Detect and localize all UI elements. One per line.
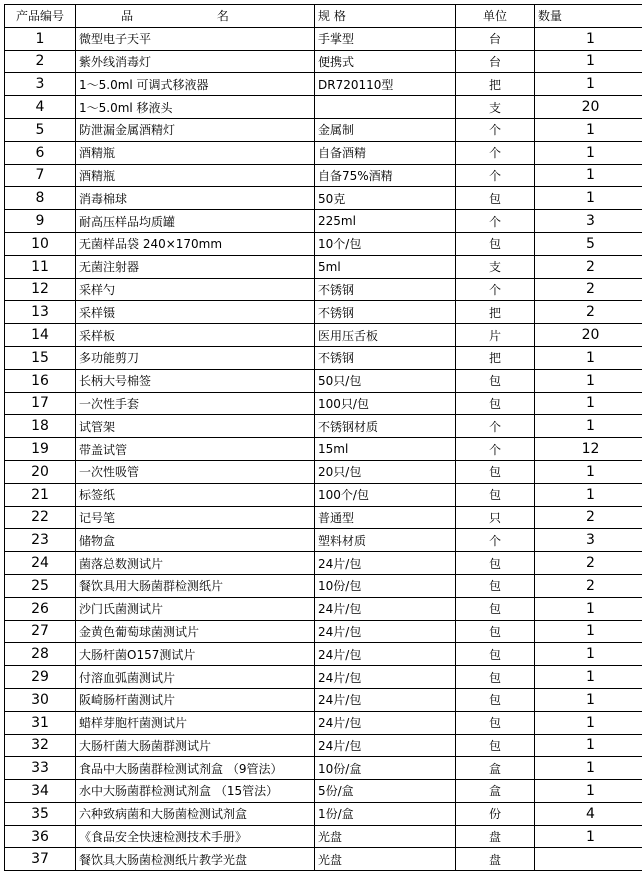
cell-spec: 24片/包 [315, 552, 456, 575]
cell-unit: 把 [456, 346, 535, 369]
cell-product-no: 25 [5, 574, 76, 597]
cell-quantity: 2 [535, 552, 642, 575]
table-row [5, 164, 642, 187]
table-row [5, 278, 642, 301]
table-row [5, 27, 642, 50]
table-row [5, 392, 642, 415]
cell-quantity: 1 [535, 780, 642, 803]
cell-unit: 个 [456, 141, 535, 164]
cell-spec: 10份/包 [315, 574, 456, 597]
cell-product-no: 12 [5, 278, 76, 301]
cell-product-name: 无菌注射器 [76, 255, 315, 278]
table-row [5, 597, 642, 620]
cell-product-name: 防泄漏金属酒精灯 [76, 118, 315, 141]
cell-product-name: 六种致病菌和大肠菌检测试剂盒 [76, 802, 315, 825]
cell-spec: 不锈钢 [315, 301, 456, 324]
cell-quantity: 1 [535, 620, 642, 643]
cell-product-no: 17 [5, 392, 76, 415]
cell-spec: 24片/包 [315, 643, 456, 666]
cell-spec: 光盘 [315, 825, 456, 848]
cell-product-name: 餐饮具用大肠菌群检测纸片 [76, 574, 315, 597]
cell-spec: 100只/包 [315, 392, 456, 415]
header-product-no: 产品编号 [5, 5, 76, 28]
cell-product-name: 大肠杆菌O157测试片 [76, 643, 315, 666]
table-header-row [5, 5, 642, 28]
cell-quantity: 4 [535, 802, 642, 825]
cell-quantity: 1 [535, 415, 642, 438]
table-row [5, 711, 642, 734]
cell-product-name: 沙门氏菌测试片 [76, 597, 315, 620]
cell-spec: 10个/包 [315, 232, 456, 255]
cell-product-no: 14 [5, 324, 76, 347]
cell-quantity: 12 [535, 438, 642, 461]
table-row [5, 483, 642, 506]
table-row [5, 757, 642, 780]
cell-product-name: 付溶血弧菌测试片 [76, 666, 315, 689]
header-spec: 规 格 [315, 5, 456, 28]
cell-unit: 盘 [456, 848, 535, 871]
table-row [5, 118, 642, 141]
cell-product-no: 24 [5, 552, 76, 575]
cell-spec: 光盘 [315, 848, 456, 871]
cell-product-name: 微型电子天平 [76, 27, 315, 50]
cell-quantity: 1 [535, 164, 642, 187]
cell-spec: 24片/包 [315, 666, 456, 689]
header-unit: 单位 [456, 5, 535, 28]
cell-quantity: 5 [535, 232, 642, 255]
cell-product-no: 33 [5, 757, 76, 780]
table-row [5, 255, 642, 278]
cell-quantity: 1 [535, 688, 642, 711]
cell-product-no: 20 [5, 460, 76, 483]
cell-product-name: 采样镊 [76, 301, 315, 324]
cell-product-name: 1～5.0ml 可调式移液器 [76, 73, 315, 96]
cell-unit: 个 [456, 278, 535, 301]
cell-quantity: 2 [535, 574, 642, 597]
cell-quantity: 1 [535, 643, 642, 666]
cell-product-no: 16 [5, 369, 76, 392]
cell-spec: 不锈钢 [315, 278, 456, 301]
table-row [5, 848, 642, 871]
cell-quantity: 1 [535, 369, 642, 392]
cell-unit: 包 [456, 597, 535, 620]
cell-product-no: 13 [5, 301, 76, 324]
cell-product-name: 1～5.0ml 移液头 [76, 96, 315, 119]
cell-product-no: 6 [5, 141, 76, 164]
cell-unit: 只 [456, 506, 535, 529]
cell-spec: 1份/盒 [315, 802, 456, 825]
cell-product-no: 8 [5, 187, 76, 210]
cell-product-name: 《食品安全快速检测技术手册》 [76, 825, 315, 848]
cell-spec: 24片/包 [315, 597, 456, 620]
cell-unit: 盒 [456, 757, 535, 780]
cell-product-name: 紫外线消毒灯 [76, 50, 315, 73]
cell-quantity: 1 [535, 187, 642, 210]
cell-unit: 包 [456, 187, 535, 210]
cell-spec: 自备酒精 [315, 141, 456, 164]
table-row [5, 666, 642, 689]
equipment-table [4, 4, 642, 871]
cell-unit: 包 [456, 460, 535, 483]
cell-product-no: 4 [5, 96, 76, 119]
cell-quantity: 1 [535, 711, 642, 734]
cell-unit: 片 [456, 324, 535, 347]
cell-unit: 盘 [456, 825, 535, 848]
cell-product-name: 大肠杆菌大肠菌群测试片 [76, 734, 315, 757]
cell-product-no: 10 [5, 232, 76, 255]
cell-quantity: 1 [535, 734, 642, 757]
cell-unit: 个 [456, 164, 535, 187]
cell-product-no: 7 [5, 164, 76, 187]
table-body [5, 27, 642, 870]
table-row [5, 460, 642, 483]
cell-product-no: 19 [5, 438, 76, 461]
table-row [5, 73, 642, 96]
cell-product-name: 试管架 [76, 415, 315, 438]
cell-product-name: 菌落总数测试片 [76, 552, 315, 575]
header-quantity: 数量 [535, 5, 642, 28]
cell-product-no: 28 [5, 643, 76, 666]
cell-unit: 包 [456, 552, 535, 575]
cell-unit: 盒 [456, 780, 535, 803]
table-row [5, 415, 642, 438]
cell-product-name: 长柄大号棉签 [76, 369, 315, 392]
cell-spec: 不锈钢材质 [315, 415, 456, 438]
cell-spec: 20只/包 [315, 460, 456, 483]
cell-product-name: 一次性手套 [76, 392, 315, 415]
cell-product-name: 食品中大肠菌群检测试剂盒 （9管法） [76, 757, 315, 780]
cell-spec: 便携式 [315, 50, 456, 73]
cell-spec: 不锈钢 [315, 346, 456, 369]
cell-spec: 10份/盒 [315, 757, 456, 780]
cell-product-name: 消毒棉球 [76, 187, 315, 210]
cell-spec: DR720110型 [315, 73, 456, 96]
cell-unit: 个 [456, 118, 535, 141]
cell-quantity: 3 [535, 529, 642, 552]
cell-product-no: 3 [5, 73, 76, 96]
cell-product-no: 34 [5, 780, 76, 803]
cell-unit: 个 [456, 210, 535, 233]
cell-quantity: 20 [535, 96, 642, 119]
cell-product-no: 26 [5, 597, 76, 620]
cell-unit: 包 [456, 643, 535, 666]
cell-unit: 台 [456, 27, 535, 50]
cell-quantity: 1 [535, 27, 642, 50]
cell-quantity: 1 [535, 392, 642, 415]
cell-unit: 包 [456, 688, 535, 711]
table-row [5, 552, 642, 575]
table-row [5, 802, 642, 825]
cell-spec: 5份/盒 [315, 780, 456, 803]
cell-spec: 24片/包 [315, 734, 456, 757]
table-row [5, 529, 642, 552]
cell-product-no: 2 [5, 50, 76, 73]
cell-quantity: 2 [535, 278, 642, 301]
cell-product-no: 30 [5, 688, 76, 711]
cell-unit: 支 [456, 255, 535, 278]
cell-unit: 包 [456, 711, 535, 734]
cell-product-name: 一次性吸管 [76, 460, 315, 483]
cell-product-no: 36 [5, 825, 76, 848]
table-row [5, 346, 642, 369]
cell-product-no: 23 [5, 529, 76, 552]
cell-quantity: 1 [535, 73, 642, 96]
cell-product-name: 储物盒 [76, 529, 315, 552]
table-row [5, 688, 642, 711]
cell-spec: 100个/包 [315, 483, 456, 506]
cell-quantity: 1 [535, 757, 642, 780]
cell-unit: 包 [456, 483, 535, 506]
table-row [5, 574, 642, 597]
cell-spec: 自备75%酒精 [315, 164, 456, 187]
cell-unit: 把 [456, 301, 535, 324]
table-row [5, 232, 642, 255]
cell-spec: 塑料材质 [315, 529, 456, 552]
table-row [5, 187, 642, 210]
cell-unit: 支 [456, 96, 535, 119]
cell-quantity: 1 [535, 483, 642, 506]
cell-product-no: 11 [5, 255, 76, 278]
cell-product-no: 35 [5, 802, 76, 825]
cell-unit: 包 [456, 392, 535, 415]
cell-product-name: 采样板 [76, 324, 315, 347]
cell-quantity: 2 [535, 255, 642, 278]
table-row [5, 734, 642, 757]
cell-unit: 把 [456, 73, 535, 96]
cell-product-no: 1 [5, 27, 76, 50]
cell-product-name: 酒精瓶 [76, 141, 315, 164]
cell-product-name: 多功能剪刀 [76, 346, 315, 369]
table-row [5, 96, 642, 119]
cell-quantity: 1 [535, 597, 642, 620]
cell-product-no: 18 [5, 415, 76, 438]
cell-spec: 24片/包 [315, 620, 456, 643]
cell-unit: 台 [456, 50, 535, 73]
cell-product-name: 无菌样品袋 240×170mm [76, 232, 315, 255]
cell-unit: 包 [456, 620, 535, 643]
cell-spec: 24片/包 [315, 711, 456, 734]
cell-quantity: 1 [535, 346, 642, 369]
cell-unit: 包 [456, 734, 535, 757]
table-row [5, 369, 642, 392]
cell-quantity: 1 [535, 50, 642, 73]
table-row [5, 438, 642, 461]
table-row [5, 301, 642, 324]
cell-spec: 手掌型 [315, 27, 456, 50]
cell-product-no: 32 [5, 734, 76, 757]
table-row [5, 50, 642, 73]
cell-product-name: 采样勺 [76, 278, 315, 301]
cell-product-name: 耐高压样品均质罐 [76, 210, 315, 233]
table-row [5, 825, 642, 848]
cell-product-no: 5 [5, 118, 76, 141]
cell-product-no: 15 [5, 346, 76, 369]
cell-unit: 包 [456, 369, 535, 392]
cell-product-no: 27 [5, 620, 76, 643]
table-row [5, 141, 642, 164]
cell-quantity: 20 [535, 324, 642, 347]
cell-spec: 15ml [315, 438, 456, 461]
cell-product-no: 31 [5, 711, 76, 734]
cell-quantity: 3 [535, 210, 642, 233]
cell-unit: 包 [456, 574, 535, 597]
cell-spec: 医用压舌板 [315, 324, 456, 347]
cell-product-no: 9 [5, 210, 76, 233]
cell-quantity: 1 [535, 141, 642, 164]
cell-product-no: 37 [5, 848, 76, 871]
cell-product-no: 21 [5, 483, 76, 506]
cell-spec [315, 96, 456, 119]
cell-spec: 金属制 [315, 118, 456, 141]
cell-spec: 50克 [315, 187, 456, 210]
cell-quantity: 2 [535, 301, 642, 324]
cell-quantity: 1 [535, 666, 642, 689]
table-row [5, 324, 642, 347]
cell-quantity: 1 [535, 460, 642, 483]
cell-quantity [535, 848, 642, 871]
table-row [5, 620, 642, 643]
cell-unit: 份 [456, 802, 535, 825]
cell-product-no: 22 [5, 506, 76, 529]
cell-product-name: 带盖试管 [76, 438, 315, 461]
table-row [5, 643, 642, 666]
cell-unit: 个 [456, 438, 535, 461]
cell-product-name: 阪崎肠杆菌测试片 [76, 688, 315, 711]
cell-quantity: 1 [535, 118, 642, 141]
cell-unit: 包 [456, 232, 535, 255]
cell-unit: 个 [456, 529, 535, 552]
cell-unit: 包 [456, 666, 535, 689]
cell-spec: 普通型 [315, 506, 456, 529]
cell-quantity: 1 [535, 825, 642, 848]
cell-quantity: 2 [535, 506, 642, 529]
cell-product-name: 餐饮具大肠菌检测纸片教学光盘 [76, 848, 315, 871]
cell-product-name: 记号笔 [76, 506, 315, 529]
cell-product-name: 酒精瓶 [76, 164, 315, 187]
cell-spec: 24片/包 [315, 688, 456, 711]
cell-product-name: 蜡样芽胞杆菌测试片 [76, 711, 315, 734]
cell-product-name: 标签纸 [76, 483, 315, 506]
table-row [5, 780, 642, 803]
cell-product-name: 水中大肠菌群检测试剂盒 （15管法） [76, 780, 315, 803]
header-product-name: 品 名 [76, 5, 315, 28]
cell-spec: 50只/包 [315, 369, 456, 392]
table-row [5, 210, 642, 233]
cell-unit: 个 [456, 415, 535, 438]
table-row [5, 506, 642, 529]
cell-product-no: 29 [5, 666, 76, 689]
cell-spec: 225ml [315, 210, 456, 233]
cell-spec: 5ml [315, 255, 456, 278]
cell-product-name: 金黄色葡萄球菌测试片 [76, 620, 315, 643]
